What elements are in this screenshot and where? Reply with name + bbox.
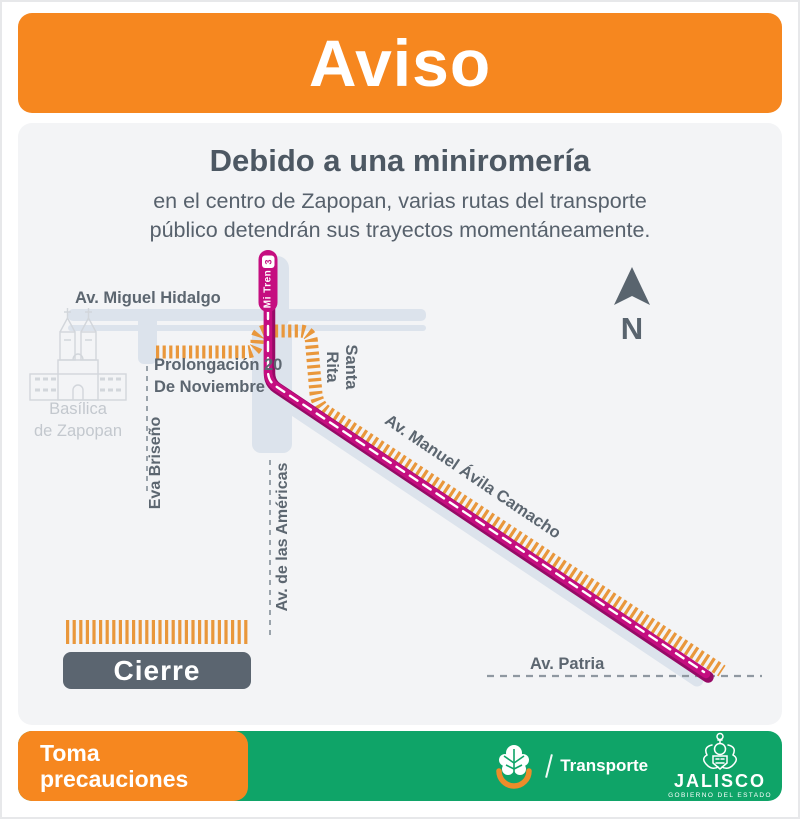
page-title: Aviso <box>308 26 492 100</box>
landmark-label-line2: de Zapopan <box>33 422 123 440</box>
street-label-americas: Av. de las Américas <box>274 462 291 612</box>
warning-line1: Toma <box>40 740 100 766</box>
notice-body-line2: público detendrán sus trayectos momentáneamente. <box>149 218 651 242</box>
basilica-illustration <box>30 308 126 400</box>
transporte-label: Transporte <box>560 756 649 775</box>
warning-box <box>18 731 248 801</box>
notice-body-line1: en el centro de Zapopan, varias rutas del transporte <box>153 189 647 213</box>
compass-arrow-icon <box>614 267 650 305</box>
logo-divider <box>545 754 553 778</box>
compass-letter: N <box>620 311 644 346</box>
jalisco-crest-icon <box>698 732 742 770</box>
footer-logos <box>490 731 772 801</box>
map-legend <box>63 632 251 689</box>
warning-line2: precauciones <box>40 766 189 792</box>
jalisco-subtitle: GOBIERNO DEL ESTADO <box>668 792 772 800</box>
street-label-avila-camacho: Av. Manuel Ávila Camacho <box>381 411 565 543</box>
road-avila-camacho-band <box>262 388 697 680</box>
compass-north <box>614 267 650 346</box>
transporte-flower-icon <box>490 741 538 791</box>
street-label-prolongacion-2: De Noviembre <box>154 378 265 396</box>
train-badge <box>259 250 278 312</box>
street-label-miguel-hidalgo: Av. Miguel Hidalgo <box>75 289 221 307</box>
header-banner <box>18 13 782 113</box>
dashed-street-lines <box>147 366 270 640</box>
legend-closure-label: Cierre <box>113 655 201 686</box>
jalisco-logo <box>668 732 772 800</box>
street-label-prolongacion-1: Prolongación 20 <box>154 356 283 374</box>
street-label-rita: Rita <box>323 351 341 383</box>
street-label-santa: Santa <box>342 344 360 390</box>
landmark-label-line1: Basílica <box>49 400 107 418</box>
train-badge-label: Mi Tren <box>262 269 274 309</box>
street-label-eva-briseno: Eva Briseño <box>147 416 164 510</box>
train-line-number: 3 <box>263 259 274 265</box>
street-label-patria: Av. Patria <box>530 655 605 673</box>
route-map <box>18 123 782 725</box>
jalisco-name: JALISCO <box>674 771 767 792</box>
transporte-logo <box>490 741 648 791</box>
notice-title: Debido a una miniromería <box>209 143 591 178</box>
